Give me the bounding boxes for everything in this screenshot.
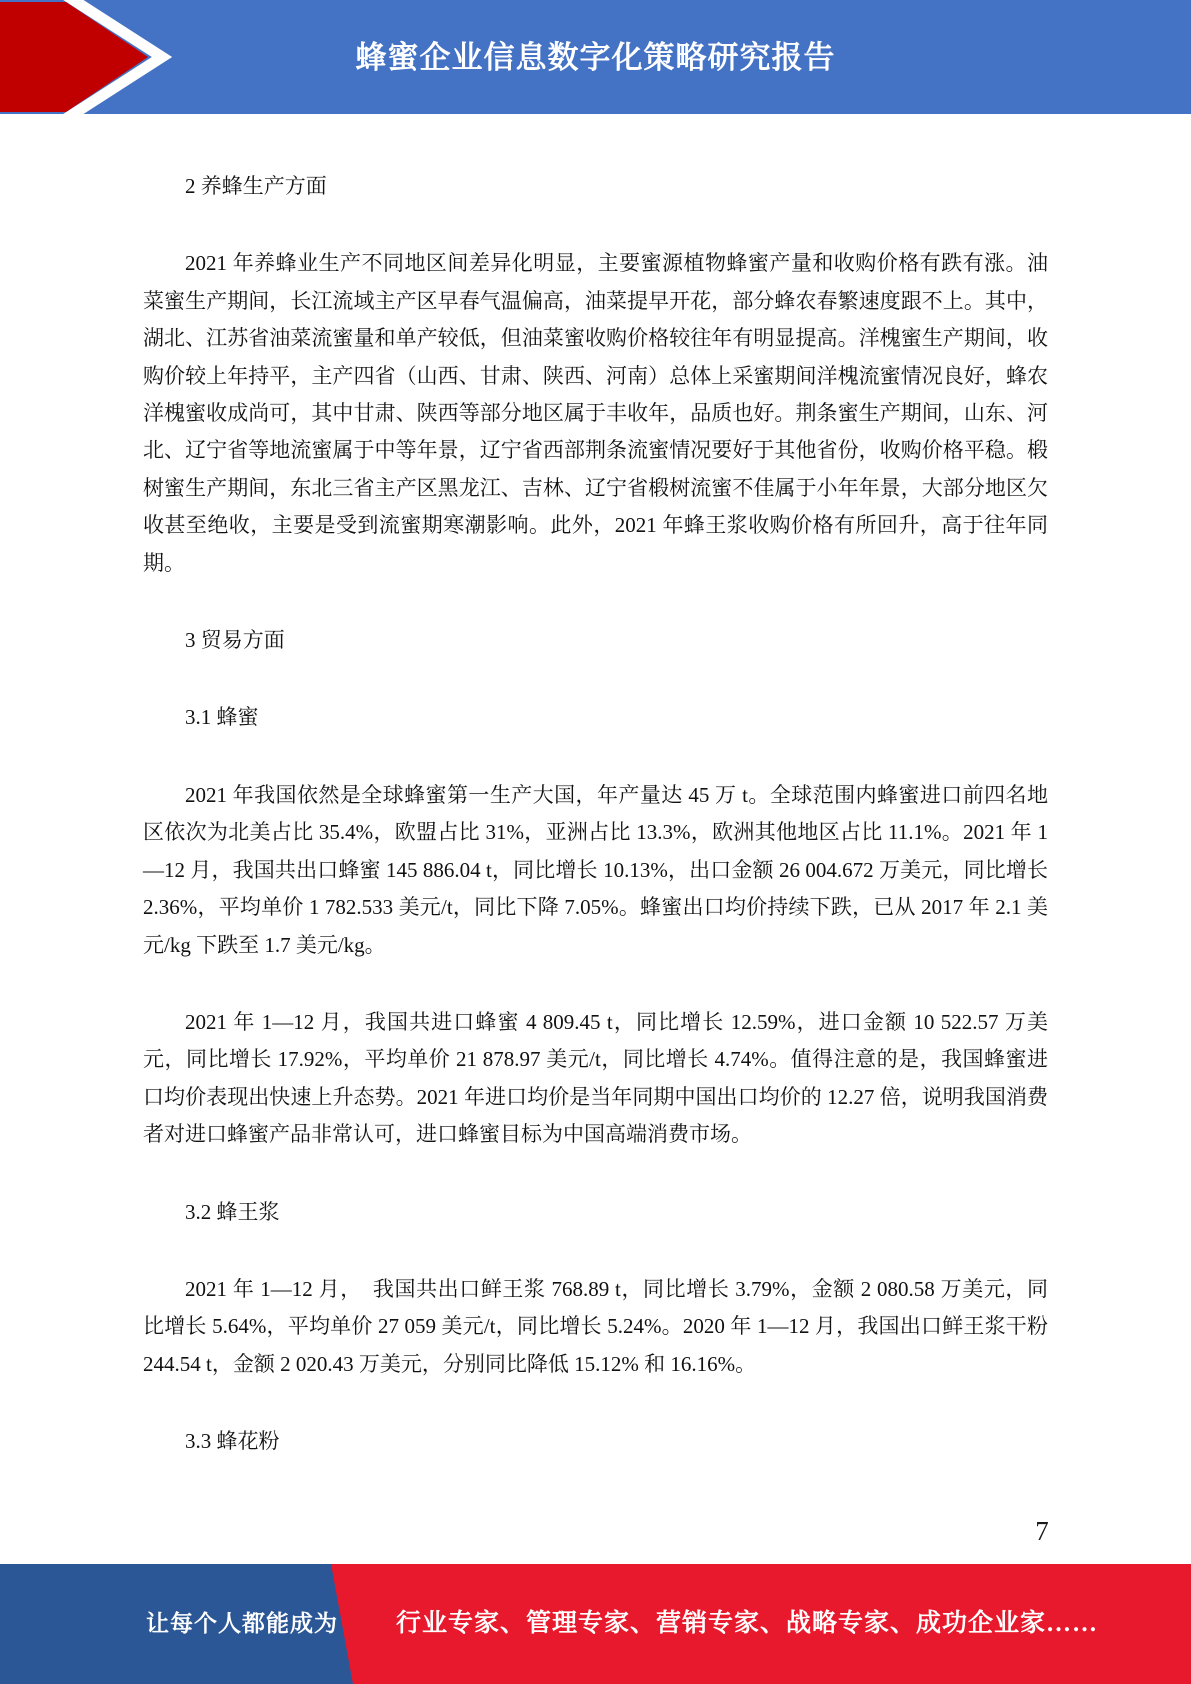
header-banner xyxy=(0,0,1191,114)
document-body xyxy=(143,114,1048,1501)
paragraph-royal-jelly: 2021 年 1—12 月， 我国共出口鲜王浆 768.89 t，同比增长 3.79%，金额 2 080.58 万美元，同比增长 5.64%，平均单价 27 059 美元/t，同比增长 5.24%。2020 年 1—12 月，我国出口鲜王浆干粉 244.54 t，金额 2 020.43 万美元，分别同比降低 15.12% 和 16.16%。 xyxy=(143,1276,1048,1376)
section-heading-3-2: 3.2 蜂王浆 xyxy=(185,1199,280,1224)
paragraph-beekeeping: 2021 年养蜂业生产不同地区间差异化明显，主要蜜源植物蜂蜜产量和收购价格有跌有涨。油菜蜜生产期间，长江流域主产区早春气温偏高，油菜提早开花，部分蜂农春繁速度跟不上。其中，湖北、江苏省油菜流蜜量和单产较低，但油菜蜜收购价格较往年有明显提高。洋槐蜜生产期间，收购价较上年持平，主产四省（山西、甘肃、陕西、河南）总体上采蜜期间洋槐流蜜情况良好，蜂农洋槐蜜收成尚可，其中甘肃、陕西等部分地区属于丰收年，品质也好。荆条蜜生产期间，山东、河北、辽宁省等地流蜜属于中等年景，辽宁省西部荆条流蜜情况要好于其他省份，收购价格平稳。椴树蜜生产期间，东北三省主产区黑龙江、吉林、辽宁省椴树流蜜不佳属于小年年景，大部分地区欠收甚至绝收，主要是受到流蜜期寒潮影响。此外，2021 年蜂王浆收购价格有所回升，高于往年同期。 xyxy=(143,251,1048,575)
section-heading-2: 2 养蜂生产方面 xyxy=(185,174,327,198)
footer-slogan-right: 行业专家、管理专家、营销专家、战略专家、成功企业家…… xyxy=(396,1610,1099,1637)
paragraph-honey-import: 2021 年 1—12 月，我国共进口蜂蜜 4 809.45 t，同比增长 12.59%，进口金额 10 522.57 万美元，同比增长 17.92%，平均单价 21 878.97 美元/t，同比增长 4.74%。值得注意的是，我国蜂蜜进口均价表现出快速上升态势。2021 年进口均价是当年同期中国出口均价的 12.27 倍，说明我国消费者对进口蜂蜜产品非常认可，进口蜂蜜目标为中国高端消费市场。 xyxy=(143,1009,1048,1147)
section-heading-3-3: 3.3 蜂花粉 xyxy=(185,1429,280,1454)
section-heading-3-1: 3.1 蜂蜜 xyxy=(185,705,259,730)
paragraph-honey-export: 2021 年我国依然是全球蜂蜜第一生产大国，年产量达 45 万 t。全球范围内蜂蜜进口前四名地区依次为北美占比 35.4%，欧盟占比 31%，亚洲占比 13.3%，欧洲其他地区占比 11.1%。2021 年 1—12 月，我国共出口蜂蜜 145 886.04 t，同比增长 10.13%，出口金额 26 004.672 万美元，同比增长 2.36%，平均单价 1 782.533 美元/t，同比下降 7.05%。蜂蜜出口均价持续下跌，已从 2017 年 2.1 美元/kg 下跌至 1.7 美元/kg。 xyxy=(143,782,1048,957)
report-title: 蜂蜜企业信息数字化策略研究报告 xyxy=(355,39,836,75)
section-heading-3: 3 贸易方面 xyxy=(185,628,285,653)
footer-slogan-left: 让每个人都能成为 xyxy=(146,1610,338,1636)
page-number: 7 xyxy=(1035,1516,1049,1546)
footer-banner xyxy=(0,1564,1191,1684)
